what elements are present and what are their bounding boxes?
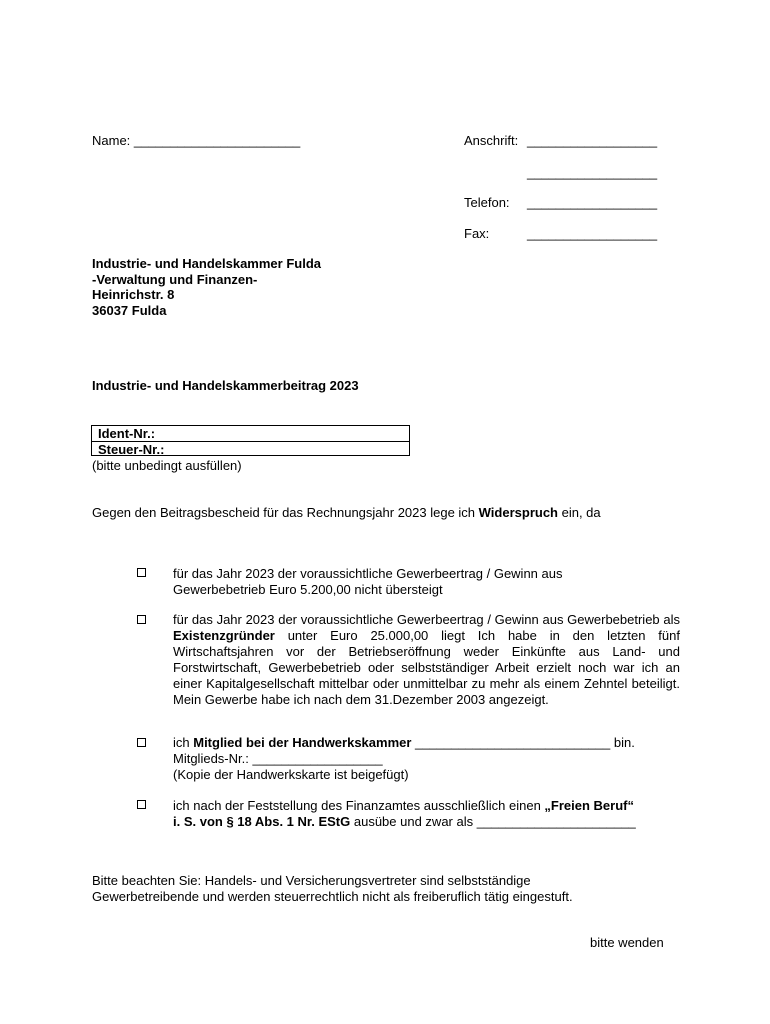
option-4-text [173, 798, 680, 830]
intro-bold: Widerspruch [478, 505, 558, 520]
option-4-after[interactable]: ausübe und zwar als ______________________ [350, 814, 636, 829]
option-4-line [173, 814, 680, 830]
option-4-bold-2: i. S. von § 18 Abs. 1 Nr. EStG [173, 814, 351, 829]
option-3-blank-line[interactable]: ___________________________ bin. [411, 735, 635, 750]
option-3-checkbox[interactable] [137, 738, 146, 747]
option-4-bold: „Freien Beruf“ [544, 798, 634, 813]
anschrift-blank-line[interactable]: __________________ [527, 133, 658, 148]
recipient-line: -Verwaltung und Finanzen- [92, 271, 258, 287]
id-box[interactable] [91, 425, 410, 456]
anschrift-label: Anschrift: [464, 133, 519, 148]
option-3-bold: Mitglied bei der Handwerkskammer [193, 735, 412, 750]
fax-label: Fax: [464, 226, 490, 241]
option-3-line [173, 735, 680, 751]
recipient-line: Heinrichstr. 8 [92, 287, 175, 302]
option-2-bold: Existenzgründer [173, 628, 275, 643]
intro-after: ein, da [558, 505, 601, 520]
option-3-note: (Kopie der Handwerkskarte ist beigefügt) [173, 767, 409, 782]
tax-number-field[interactable]: Steuer-Nr.: [98, 442, 165, 457]
id-box-note: (bitte unbedingt ausfüllen) [92, 458, 242, 473]
telefon-label: Telefon: [464, 195, 510, 210]
option-4-checkbox[interactable] [137, 800, 146, 809]
option-1-text [173, 566, 680, 598]
option-2-text [173, 612, 680, 708]
member-number-field[interactable]: Mitglieds-Nr.: __________________ [173, 751, 383, 766]
option-1-line: Gewerbebetrieb Euro 5.200,00 nicht übersteigt [173, 582, 443, 597]
option-2-checkbox[interactable] [137, 615, 146, 624]
option-4-before: ich nach der Feststellung des Finanzamtes ausschließlich einen [173, 798, 545, 813]
option-2-after: unter Euro 25.000,00 liegt Ich habe in den letzten fünf Wirtschaftsjahren vor der Betriebseröffnung weder Einkünfte aus Land- und Forstwirtschaft, Gewerbebetrieb oder selbstständiger Arbeit erzielt noch war ich an einer Kapitalgesellschaft mittelbar oder unmittelbar zu mehr als einem Zehntel beteiligt. Mein Gewerbe habe ich nach dem 31.Dezember 2003 angezeigt. [173, 628, 680, 707]
recipient-line: Industrie- und Handelskammer Fulda [92, 256, 321, 271]
recipient-address [92, 256, 321, 318]
anschrift-blank-line-2[interactable]: __________________ [527, 165, 658, 180]
fax-blank-line[interactable]: __________________ [527, 226, 658, 241]
recipient-line: 36037 Fulda [92, 302, 167, 318]
ident-number-field[interactable]: Ident-Nr.: [92, 426, 409, 442]
telefon-blank-line[interactable]: __________________ [527, 195, 658, 210]
page-turn-note: bitte wenden [590, 935, 664, 950]
name-label: Name: [92, 133, 131, 148]
option-1-line: für das Jahr 2023 der voraussichtliche Gewerbeertrag / Gewinn aus [173, 566, 563, 581]
option-2-before: für das Jahr 2023 der voraussichtliche Gewerbeertrag / Gewinn aus Gewerbebetrieb als [173, 612, 680, 627]
option-1-checkbox[interactable] [137, 568, 146, 577]
option-4-line [173, 798, 680, 814]
name-blank-line[interactable]: _______________________ [133, 133, 301, 148]
name-field[interactable] [92, 133, 300, 149]
notice-line: Bitte beachten Sie: Handels- und Versicherungsvertreter sind selbstständige [92, 873, 531, 888]
option-3-before: ich [173, 735, 194, 750]
notice-line: Gewerbetreibende und werden steuerrechtlich nicht als freiberuflich tätig eingestuft. [92, 889, 573, 904]
intro-before: Gegen den Beitragsbescheid für das Rechnungsjahr 2023 lege ich [92, 505, 479, 520]
notice-text [92, 873, 573, 905]
option-3-text [173, 735, 680, 783]
intro-text [92, 505, 601, 521]
subject-heading: Industrie- und Handelskammerbeitrag 2023 [92, 378, 359, 393]
